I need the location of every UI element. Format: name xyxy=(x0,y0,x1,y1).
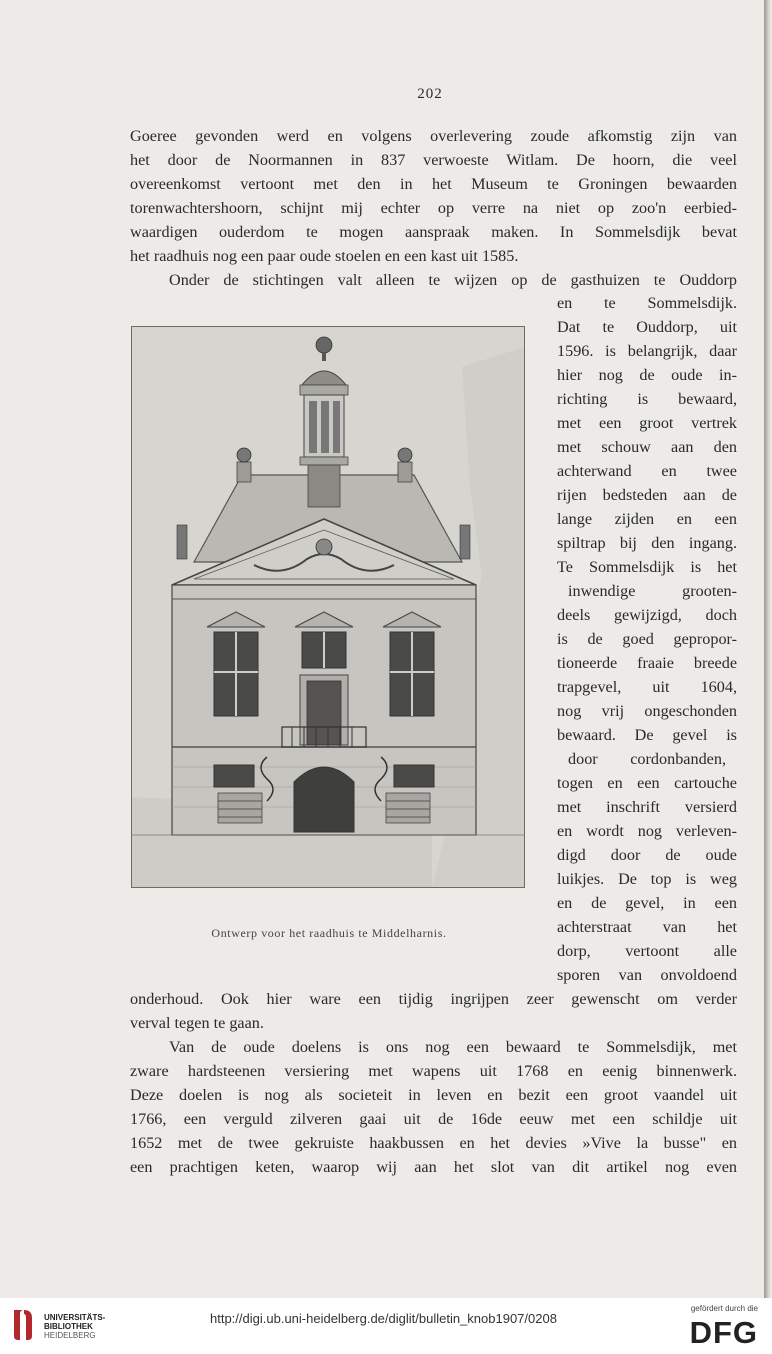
text-line-right: nog vrij ongeschonden xyxy=(557,702,737,720)
text-line-indented: Onder de stichtingen valt alleen te wijzen op de gasthuizen te Ouddorp xyxy=(169,271,737,289)
text-line: een prachtigen keten, waarop wij aan het slot van dit artikel nog even xyxy=(130,1158,737,1176)
text-line: verval tegen te gaan. xyxy=(130,1014,264,1032)
text-line-right: is de goed gepropor- xyxy=(557,630,737,648)
text-line: het door de Noormannen in 837 verwoeste Witlam. De hoorn, die veel xyxy=(130,151,737,169)
dfg-logo[interactable]: DFG xyxy=(689,1315,758,1350)
text-line-right: digd door de oude xyxy=(557,846,737,864)
text-line-right: inwendige grooten- xyxy=(568,582,737,600)
text-line-right: door cordonbanden, xyxy=(568,750,726,768)
text-line-right: spiltrap bij den ingang. xyxy=(557,534,737,552)
text-line: waardigen ouderdom te mogen aanspraak maken. In Sommelsdijk bevat xyxy=(130,223,737,241)
text-line-right: tioneerde fraaie breede xyxy=(557,654,737,672)
library-name-line: UNIVERSITÄTS- xyxy=(44,1313,106,1322)
text-line: zware hardsteenen versiering met wapens uit 1768 en eenig binnenwerk. xyxy=(130,1062,737,1080)
text-line-right: hier nog de oude in- xyxy=(557,366,737,384)
text-line: overeenkomst vertoont met den in het Museum te Groningen bewaarden xyxy=(130,175,737,193)
page-edge-shadow xyxy=(764,0,772,1298)
text-line-right: en de gevel, in een xyxy=(557,894,737,912)
text-line: Goeree gevonden werd en volgens overlevering zoude afkomstig zijn van xyxy=(130,127,737,145)
text-line-indented: Van de oude doelens is ons nog een bewaard te Sommelsdijk, met xyxy=(169,1038,737,1056)
text-line-right: luikjes. De top is weg xyxy=(557,870,737,888)
text-line-right: Te Sommelsdijk is het xyxy=(557,558,737,576)
text-line-right: en te Sommelsdijk. xyxy=(557,294,737,312)
text-line: 1766, een verguld zilveren gaai uit de 16de eeuw met een schildje uit xyxy=(130,1110,737,1128)
text-line: 1652 met de twee gekruiste haakbussen en het devies »Vive la busse" en xyxy=(130,1134,737,1152)
library-name-line: HEIDELBERG xyxy=(44,1331,96,1340)
text-line-right: 1596. is belangrijk, daar xyxy=(557,342,737,360)
page-number: 202 xyxy=(417,86,443,102)
text-line: onderhoud. Ook hier ware een tijdig ingrijpen zeer gewenscht om verder xyxy=(130,990,737,1008)
text-line-right: met een groot vertrek xyxy=(557,414,737,432)
text-line-right: dorp, vertoont alle xyxy=(557,942,737,960)
university-library-logo-icon[interactable] xyxy=(8,1306,38,1342)
permalink-url[interactable]: http://digi.ub.uni-heidelberg.de/diglit/bulletin_knob1907/0208 xyxy=(210,1311,557,1326)
text-line: het raadhuis nog een paar oude stoelen en een kast uit 1585. xyxy=(130,247,519,265)
text-line-right: richting is bewaard, xyxy=(557,390,737,408)
library-name-line: BIBLIOTHEK xyxy=(44,1322,93,1331)
text-line-right: sporen van onvoldoend xyxy=(557,966,737,984)
text-line: Deze doelen is nog als societeit in leven en bezit een groot vaandel uit xyxy=(130,1086,737,1104)
figure-raadhuis-drawing xyxy=(131,326,525,888)
building-elevation-drawing xyxy=(132,327,524,887)
text-line-right: bewaard. De gevel is xyxy=(557,726,737,744)
text-line-right: lange zijden en een xyxy=(557,510,737,528)
text-line-right: achterwand en twee xyxy=(557,462,737,480)
text-line-right: achterstraat van het xyxy=(557,918,737,936)
text-line-right: Dat te Ouddorp, uit xyxy=(557,318,737,336)
text-line-right: deels gewijzigd, doch xyxy=(557,606,737,624)
text-line-right: trapgevel, uit 1604, xyxy=(557,678,737,696)
figure-caption: Ontwerp voor het raadhuis te Middelharnis. xyxy=(211,926,447,940)
text-line-right: en wordt nog verleven- xyxy=(557,822,737,840)
text-line-right: togen en een cartouche xyxy=(557,774,737,792)
funded-by-label: gefördert durch die xyxy=(690,1304,758,1313)
text-line-right: met inschrift versierd xyxy=(557,798,737,816)
viewer-footer xyxy=(0,1298,772,1354)
library-name[interactable] xyxy=(44,1313,105,1340)
text-line: torenwachtershoorn, schijnt mij echter op verre na niet op zoo'n eerbied- xyxy=(130,199,737,217)
text-line-right: rijen bedsteden aan de xyxy=(557,486,737,504)
text-line-right: met schouw aan den xyxy=(557,438,737,456)
